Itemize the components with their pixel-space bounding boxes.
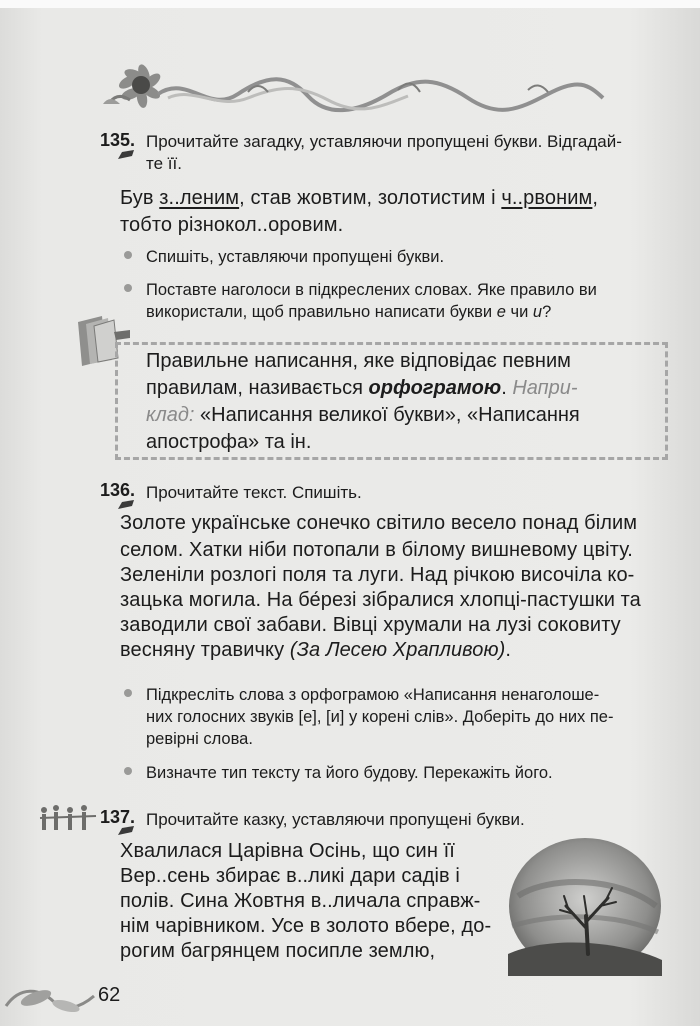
rule-line1: Правильне написання, яке відповідає певним xyxy=(146,350,571,372)
tale-line4: нім чарівником. Усе в золото вбере, до- xyxy=(120,915,492,937)
bullet-dot xyxy=(124,767,132,775)
text136-line3: Зеленіли розлогі поля та луги. Над річкою височіла ко- xyxy=(120,564,635,586)
tale-line3: полів. Сина Жовтня в..личала справж- xyxy=(120,890,481,912)
tale-line2: Вер..сень збирає в..ликі дари садів і xyxy=(120,865,460,887)
exercise-136-bullet1-line1: Підкресліть слова з орфограмою «Написання ненаголоше- xyxy=(146,686,600,704)
text136-line6: весняну травичку (За Лесею Храпливою). xyxy=(120,639,512,661)
source-attribution: (За Лесею Храпливою) xyxy=(289,639,506,661)
exercise-137-task: Прочитайте казку, уставляючи пропущені букви. xyxy=(146,810,525,829)
text136-line5: заводили свої забави. Вівці хрумали на лузі соковиту xyxy=(120,614,621,636)
exercise-136-bullet2: Визначте тип тексту та його будову. Перекажіть його. xyxy=(146,764,553,782)
leaf-scroll-decoration xyxy=(0,978,100,1018)
text136-line2: селом. Хатки ніби потопали в білому вишневому цвіту. xyxy=(120,539,633,561)
rule-line3: клад: «Написання великої букви», «Написання xyxy=(146,404,580,426)
tale-line1: Хвалилася Царівна Осінь, що син її xyxy=(120,840,455,862)
autumn-tree-illustration xyxy=(508,836,662,976)
term-orfohrama: орфограмою xyxy=(368,377,502,399)
tale-line5: рогим багрянцем посипле землю, xyxy=(120,940,436,962)
exercise-135-task-line2: те її. xyxy=(146,154,182,173)
bullet-dot xyxy=(124,251,132,259)
exercise-135-number: 135. xyxy=(100,130,136,150)
exercise-135-bullet2-line2: використали, щоб правильно написати букви е чи и? xyxy=(146,303,552,321)
bullet-dot xyxy=(124,689,132,697)
pencil-icon xyxy=(118,500,134,510)
riddle-line1: Був з..леним, став жовтим, золотистим і ч..рвоним, xyxy=(120,187,599,209)
exercise-135-bullet2-line1: Поставте наголоси в підкреслених словах. Яке правило ви xyxy=(146,281,597,299)
bullet-dot xyxy=(124,284,132,292)
page-top-edge xyxy=(0,0,700,8)
underlined-word-1: з..леним xyxy=(159,187,240,209)
exercise-137-number: 137. xyxy=(100,807,136,827)
exercise-136-number: 136. xyxy=(100,480,136,500)
pencil-icon xyxy=(118,826,134,836)
riddle-line2: тобто різнокол..оровим. xyxy=(120,214,344,236)
exercise-136-bullet1-line3: ревірні слова. xyxy=(146,730,253,748)
exercise-136-task: Прочитайте текст. Спишіть. xyxy=(146,483,362,502)
exercise-135-task-line1: Прочитайте загадку, уставляючи пропущені букви. Відгадай- xyxy=(146,132,622,151)
sunflower-vine-decoration xyxy=(98,64,618,124)
exercise-136-bullet1-line2: них голосних звуків [е], [и] у корені слів». Доберіть до них пе- xyxy=(146,708,614,726)
rule-line2: правилам, називається орфограмою. Напри- xyxy=(146,377,578,399)
exercise-135-bullet1: Спишіть, уставляючи пропущені букви. xyxy=(146,248,445,266)
pencil-icon xyxy=(118,150,134,160)
rule-line4: апострофа» та ін. xyxy=(146,431,312,453)
underlined-word-2: ч..рвоним xyxy=(501,187,593,209)
children-icon xyxy=(38,804,100,838)
text136-line1: Золоте українське сонечко світило весело понад білим xyxy=(120,512,638,534)
page-number: 62 xyxy=(98,984,121,1006)
text136-line4: зацька могила. На бе́резі зібралися хлопці-пастушки та xyxy=(120,589,641,611)
